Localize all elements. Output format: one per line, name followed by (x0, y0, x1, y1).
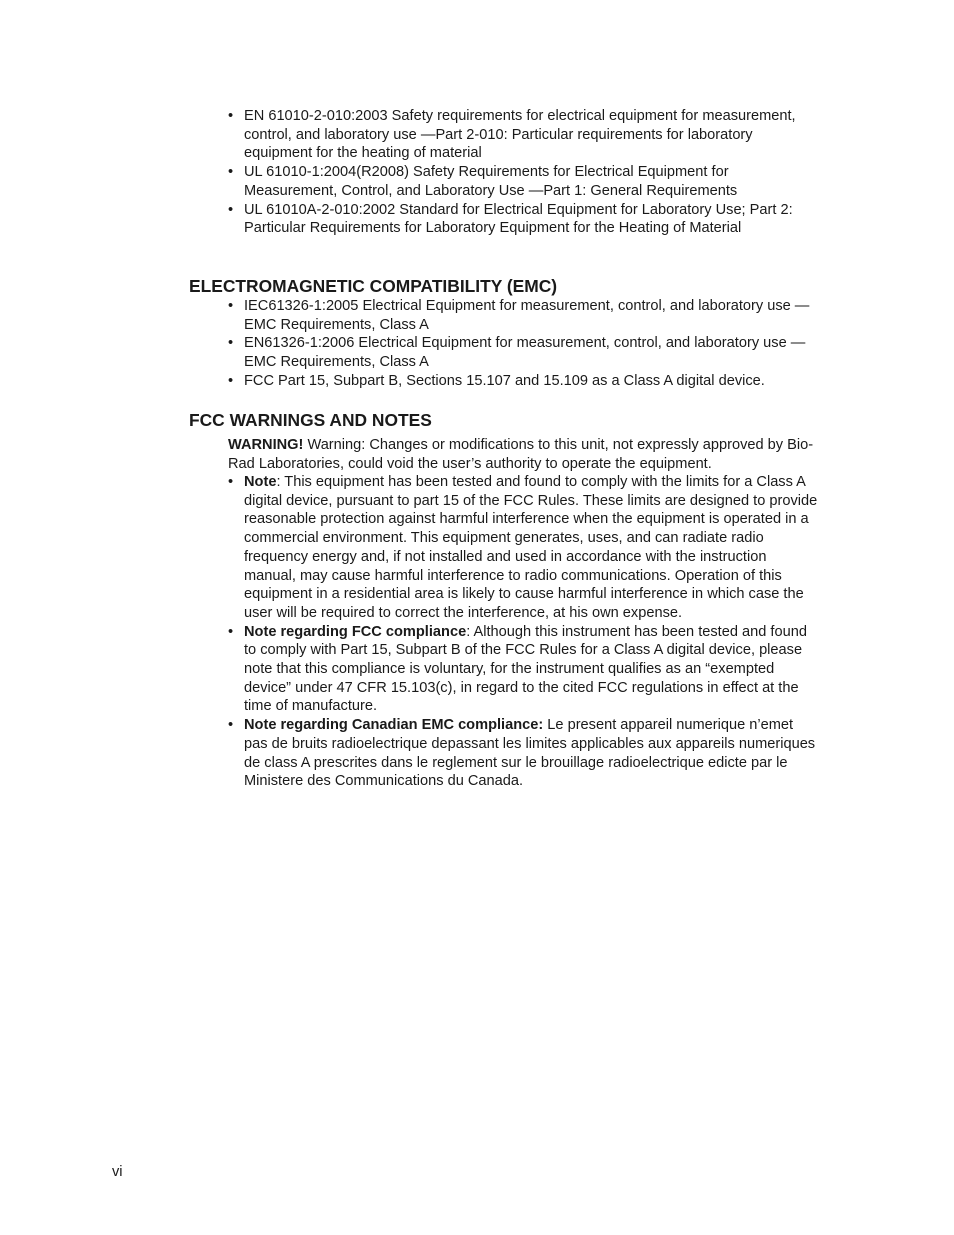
list-item-text: UL 61010-1:2004(R2008) Safety Requirements for Electrical Equipment for Measurement, Control, and Laboratory Use —Part 1: General Requirements (244, 164, 738, 199)
note-text: : This equipment has been tested and found to comply with the limits for a Class A digital device, pursuant to part 15 of the FCC Rules. These limits are designed to provide reasonable protection against harmful interference when the equipment is operated in a commercial environment. This equipment generates, uses, and can radiate radio frequency energy and, if not installed and used in accordance with the instruction manual, may cause harmful interference to radio communications. Operation of this equipment in a residential area is likely to cause harmful interference in which case the user will be required to correct the interference, at his own expense. (244, 474, 818, 621)
warning-text: Warning: Changes or modifications to this unit, not expressly approved by Bio-Rad Laboratories, could void the user’s authority to operate the equipment. (228, 437, 814, 472)
note-text: Le present appareil numerique n’emet pas de bruits radioelectrique depassant les limites applicables aux appareils numeriques de class A prescrites dans le reglement sur le brouillage radioelectrique edicte par le Ministere des Communications du Canada. (244, 717, 816, 790)
list-item (228, 201, 818, 238)
list-item-text: IEC61326-1:2005 Electrical Equipment for measurement, control, and laboratory use —EMC Requirements, Class A (244, 298, 810, 333)
bullet: • (228, 108, 234, 124)
note-label: Note (244, 474, 277, 490)
note-item (228, 716, 818, 791)
bullet: • (228, 164, 234, 181)
list-item-text: EN 61010-2-010:2003 Safety requirements for electrical equipment for measurement, control, and laboratory use —Part 2-010: Particular requirements for laboratory equipment for the heating of material (244, 108, 796, 162)
fcc-warning (228, 436, 818, 473)
bullet: • (228, 717, 234, 734)
list-item (228, 334, 818, 371)
fcc-heading: FCC WARNINGS AND NOTES (189, 410, 432, 430)
warning-label: WARNING! (228, 437, 304, 453)
list-item (228, 163, 818, 200)
note-item (228, 473, 818, 623)
page-number: vi (112, 1164, 123, 1180)
note-label: Note regarding FCC compliance (244, 623, 467, 640)
list-item-text: EN61326-1:2006 Electrical Equipment for measurement, control, and laboratory use —EMC Requirements, Class A (244, 335, 806, 371)
list-item-text: UL 61010A-2-010:2002 Standard for Electrical Equipment for Laboratory Use; Part 2: Particular Requirements for Laboratory Equipment for the Heating of Material (244, 201, 793, 237)
fcc-notes-list (228, 473, 818, 791)
standards-list (228, 107, 818, 238)
bullet: • (228, 474, 234, 490)
note-item (228, 623, 818, 717)
list-item (228, 372, 818, 391)
bullet: • (228, 623, 234, 640)
list-item-text: FCC Part 15, Subpart B, Sections 15.107 and 15.109 as a Class A digital device. (244, 372, 765, 389)
bullet: • (228, 335, 234, 352)
emc-heading: ELECTROMAGNETIC COMPATIBILITY (EMC) (189, 276, 558, 296)
bullet: • (228, 298, 234, 314)
list-item (228, 297, 818, 334)
note-text: : Although this instrument has been tested and found to comply with Part 15, Subpart B of the FCC Rules for a Class A digital device, please note that this compliance is voluntary, for the instrument qualifies as an “exempted device” under 47 CFR 15.103(c), in regard to the cited FCC regulations in effect at the time of manufacture. (244, 623, 807, 715)
emc-list (228, 297, 818, 391)
bullet: • (228, 372, 234, 389)
bullet: • (228, 201, 234, 218)
list-item (228, 107, 818, 163)
note-label: Note regarding Canadian EMC compliance: (244, 717, 544, 734)
